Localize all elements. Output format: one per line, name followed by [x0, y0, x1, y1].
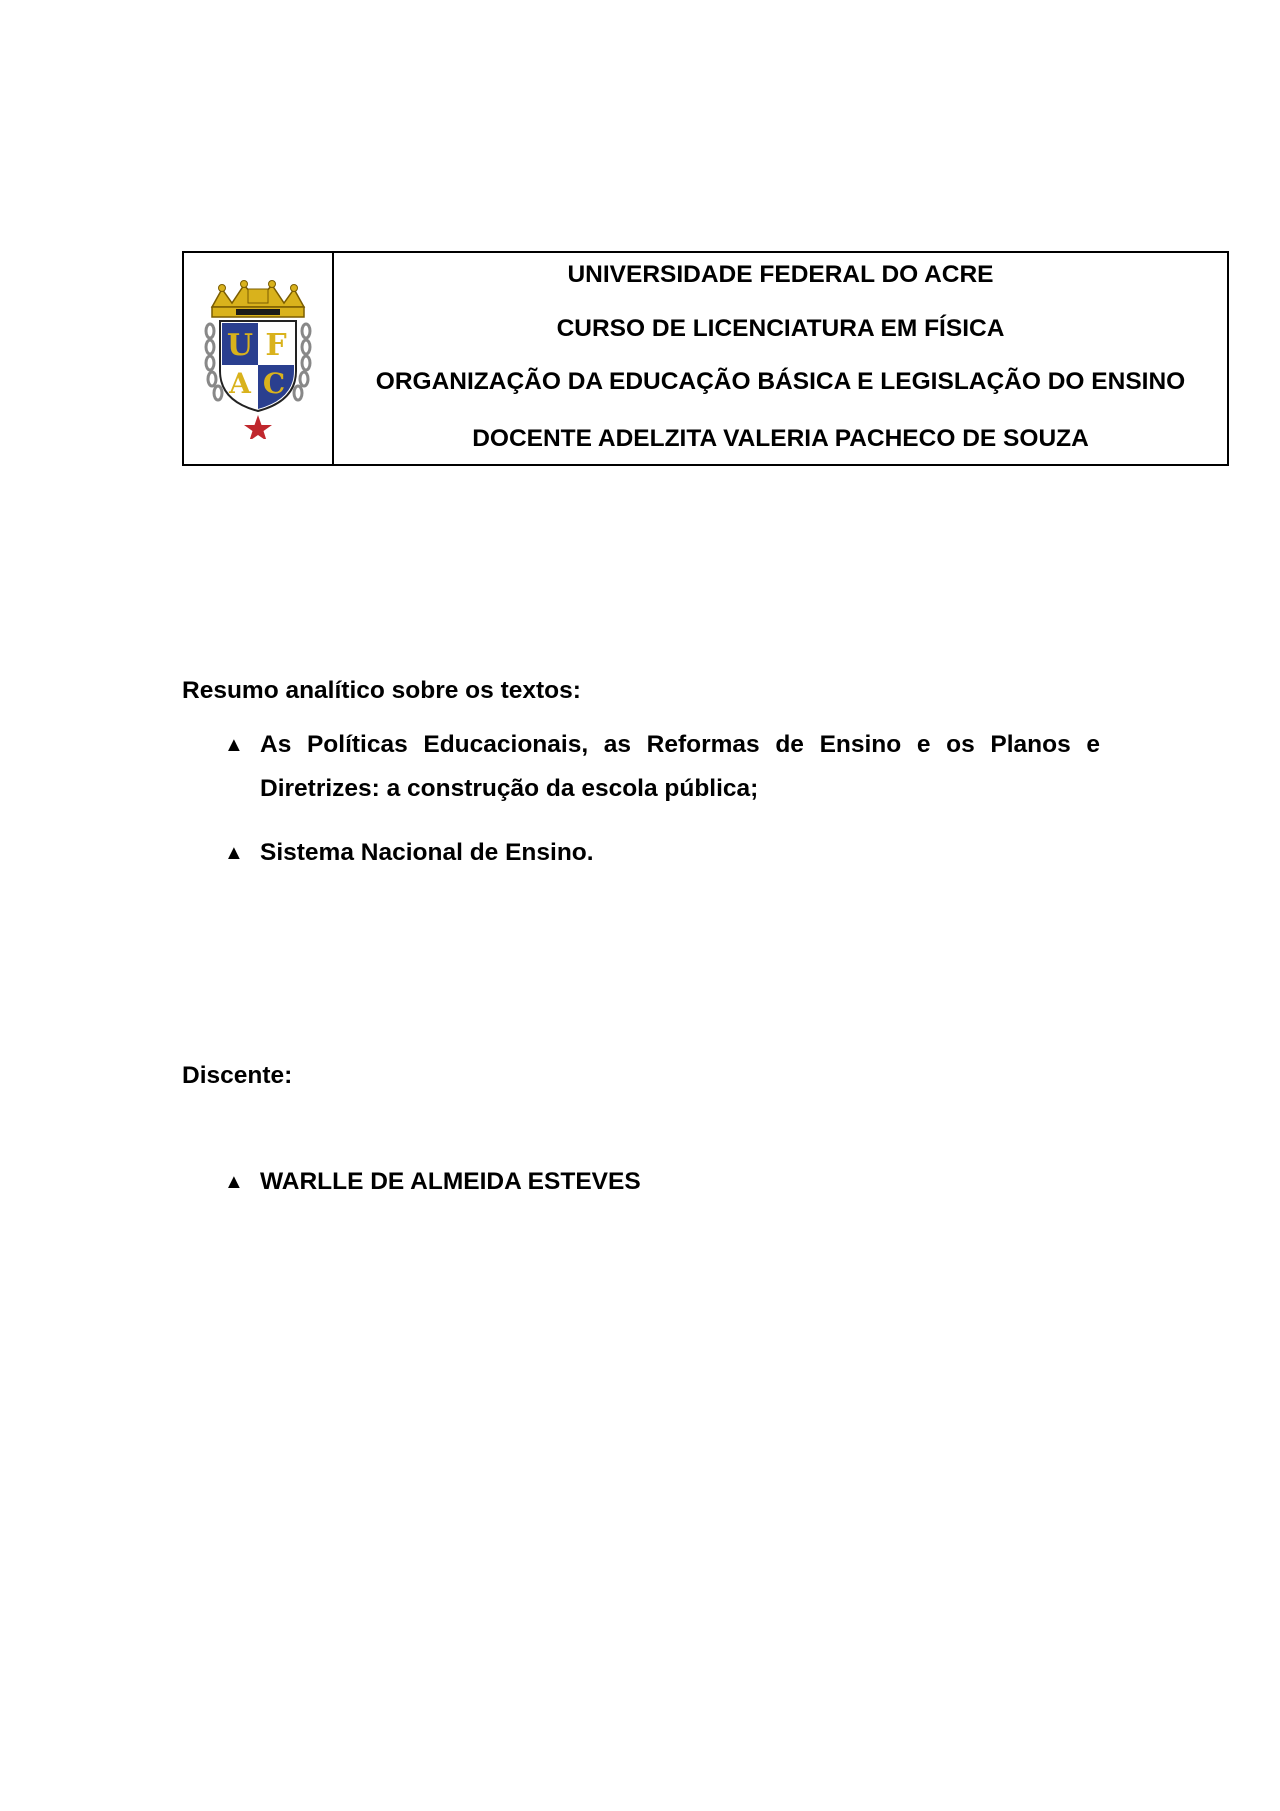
- list-item: [224, 831, 1100, 875]
- svg-text:A: A: [229, 366, 251, 400]
- teacher-name: DOCENTE ADELZITA VALERIA PACHECO DE SOUZA: [472, 424, 1089, 452]
- list-item: [224, 1160, 1100, 1204]
- list-item: [224, 723, 1100, 811]
- course-name: CURSO DE LICENCIATURA EM FÍSICA: [556, 314, 1005, 342]
- summary-label: Resumo analítico sobre os textos:: [182, 677, 581, 704]
- shield-icon: [220, 321, 296, 411]
- summary-item-text: As Políticas Educacionais, as Reformas de Ensino e os Planos e Diretrizes: a construção da escola pública;: [260, 731, 1100, 802]
- ufac-crest-logo: [202, 279, 314, 439]
- triangle-bullet-icon: ▲: [224, 734, 244, 756]
- student-name: WARLLE DE ALMEIDA ESTEVES: [260, 1168, 641, 1195]
- triangle-bullet-icon: ▲: [224, 842, 244, 864]
- header-title-cell: [334, 253, 1227, 464]
- header-table: [182, 251, 1229, 466]
- subject-name: ORGANIZAÇÃO DA EDUCAÇÃO BÁSICA E LEGISLAÇÃO DO ENSINO: [375, 368, 1186, 395]
- star-icon: [244, 415, 272, 439]
- crown-icon: [212, 280, 304, 317]
- student-label: Discente:: [182, 1062, 293, 1089]
- svg-text:U: U: [226, 327, 254, 363]
- svg-text:F: F: [265, 327, 287, 363]
- summary-item-text: Sistema Nacional de Ensino.: [260, 839, 594, 866]
- triangle-bullet-icon: ▲: [224, 1171, 244, 1193]
- university-name: UNIVERSIDADE FEDERAL DO ACRE: [567, 261, 994, 288]
- svg-text:C: C: [262, 366, 286, 400]
- logo-cell: [184, 253, 334, 464]
